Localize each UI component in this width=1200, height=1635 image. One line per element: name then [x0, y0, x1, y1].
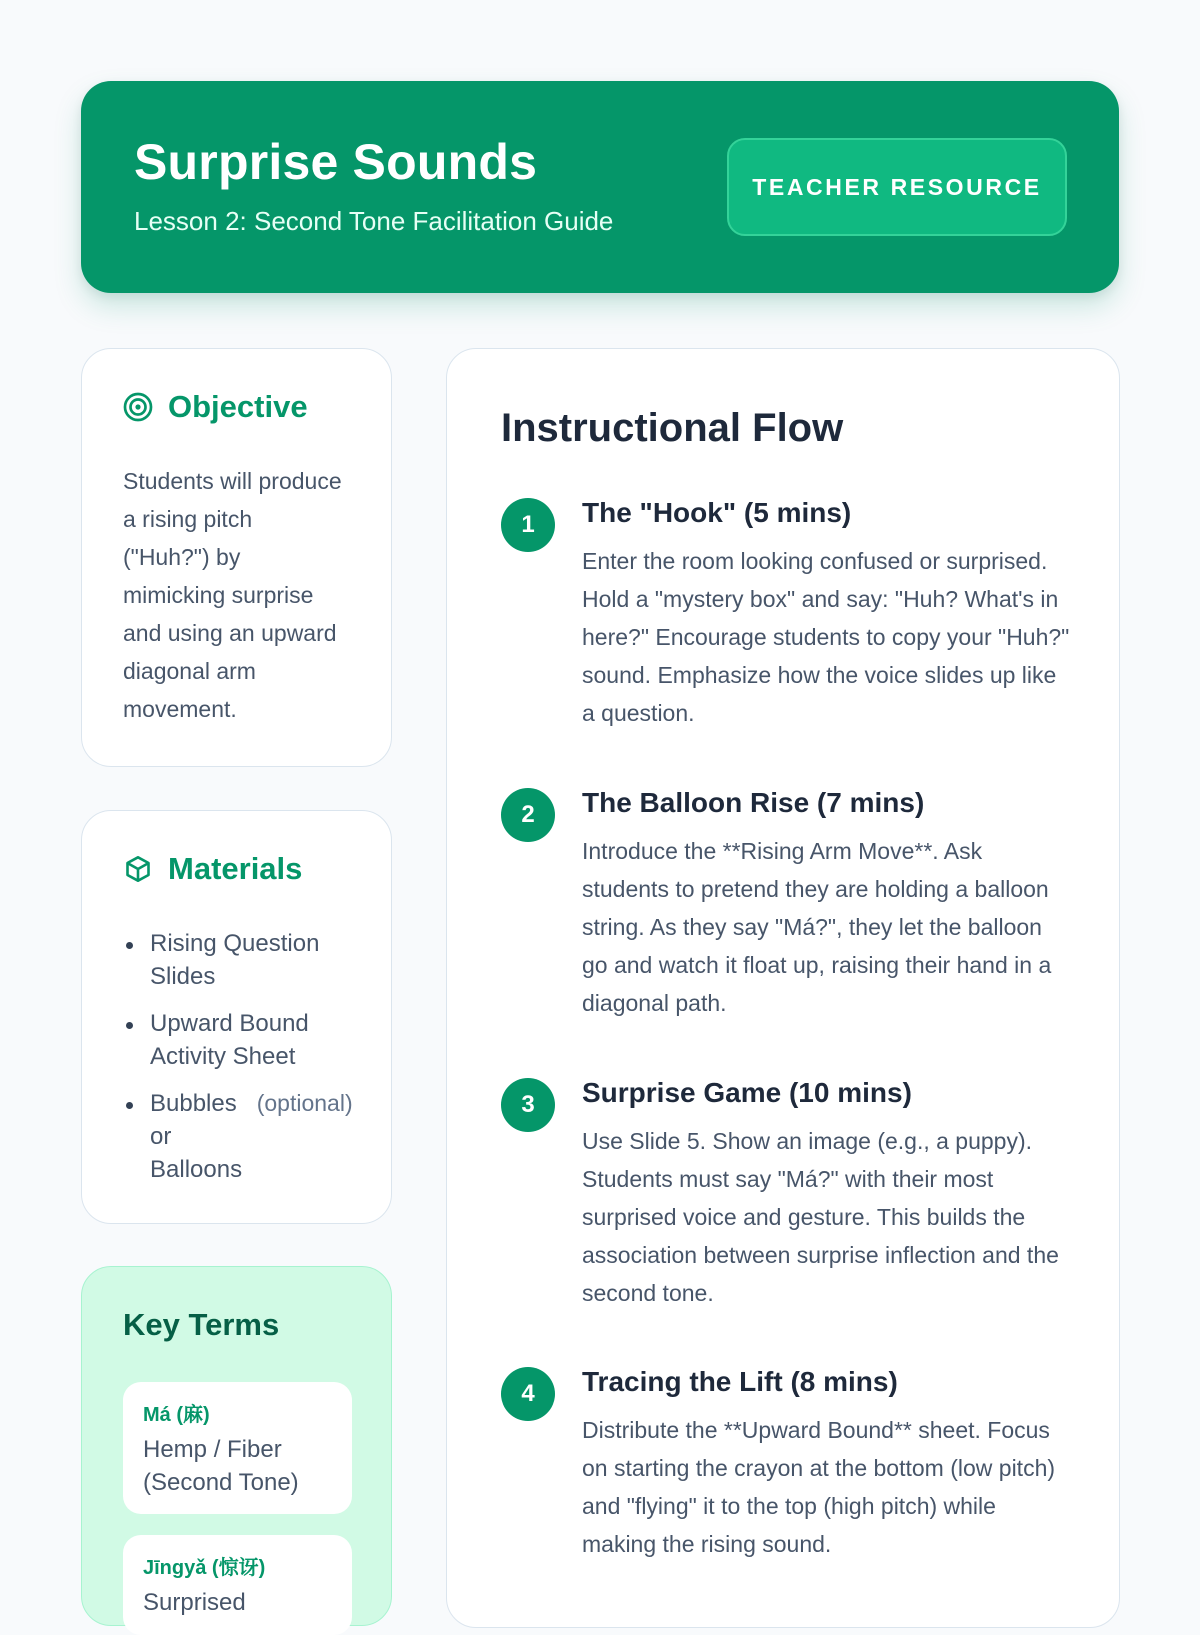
box-icon	[123, 854, 153, 884]
key-term-word: Jīngyǎ (惊讶)	[143, 1557, 266, 1579]
step-description: Distribute the **Upward Bound** sheet. Focus on starting the crayon at the bottom (low pitch) and "flying" it to the top (high pitch) while making the rising sound.	[582, 1417, 1056, 1557]
key-term-jingya	[123, 1535, 352, 1635]
step-title: The Balloon Rise (7 mins)	[582, 787, 925, 818]
key-terms-title: Key Terms	[123, 1307, 280, 1342]
step-description: Use Slide 5. Show an image (e.g., a puppy). Students must say "Má?" with their most surprised voice and gesture. This builds the association between surprise inflection and the second tone.	[582, 1128, 1059, 1306]
teacher-resource-badge: TEACHER RESOURCE	[727, 138, 1067, 236]
key-term-ma	[123, 1382, 352, 1514]
step-number: 1	[501, 498, 555, 552]
step-title: Surprise Game (10 mins)	[582, 1077, 912, 1108]
objective-text: Students will produce a rising pitch ("Huh?") by mimicking surprise and using an upward diagonal arm movement.	[123, 468, 342, 722]
objective-title: Objective	[168, 389, 308, 424]
balloons-text: Balloons	[150, 1156, 243, 1183]
lesson-header	[81, 81, 1119, 293]
or-text: or	[150, 1123, 172, 1150]
material-item-bubbles-or-balloons	[123, 1087, 373, 1186]
step-number: 2	[501, 788, 555, 842]
objective-card	[81, 348, 392, 767]
bubbles-optional-line	[150, 1087, 373, 1120]
step-title: The "Hook" (5 mins)	[582, 497, 852, 528]
material-item-rising-question-slides: Rising Question Slides	[123, 927, 373, 993]
objective-heading	[123, 389, 308, 425]
instructional-flow-card	[446, 348, 1120, 1628]
material-item-upward-bound-activity-sheet: Upward Bound Activity Sheet	[123, 1007, 373, 1073]
key-term-meaning: Hemp / Fiber (Second Tone)	[143, 1436, 299, 1496]
key-terms-card	[81, 1266, 392, 1626]
optional-note: (optional)	[256, 1090, 353, 1116]
bubbles-text: Bubbles	[150, 1090, 237, 1117]
materials-list	[123, 927, 373, 1200]
step-number: 4	[501, 1367, 555, 1421]
step-description: Enter the room looking confused or surprised. Hold a "mystery box" and say: "Huh? What's in here?" Encourage students to copy your "Huh?" sound. Emphasize how the voice slides up like a question.	[582, 548, 1070, 726]
materials-card	[81, 810, 392, 1224]
key-term-word: Má (麻)	[143, 1404, 210, 1426]
step-title: Tracing the Lift (8 mins)	[582, 1366, 898, 1397]
page-title: Surprise Sounds	[134, 134, 538, 190]
step-description: Introduce the **Rising Arm Move**. Ask students to pretend they are holding a balloon string. As they say "Má?", they let the balloon go and watch it float up, raising their hand in a diagonal path.	[582, 838, 1052, 1016]
materials-heading	[123, 851, 302, 887]
key-term-meaning: Surprised	[143, 1589, 246, 1616]
lesson-subtitle: Lesson 2: Second Tone Facilitation Guide	[134, 206, 614, 236]
step-number: 3	[501, 1078, 555, 1132]
target-icon	[123, 392, 153, 422]
materials-title: Materials	[168, 851, 303, 886]
instructional-flow-title: Instructional Flow	[501, 406, 844, 450]
